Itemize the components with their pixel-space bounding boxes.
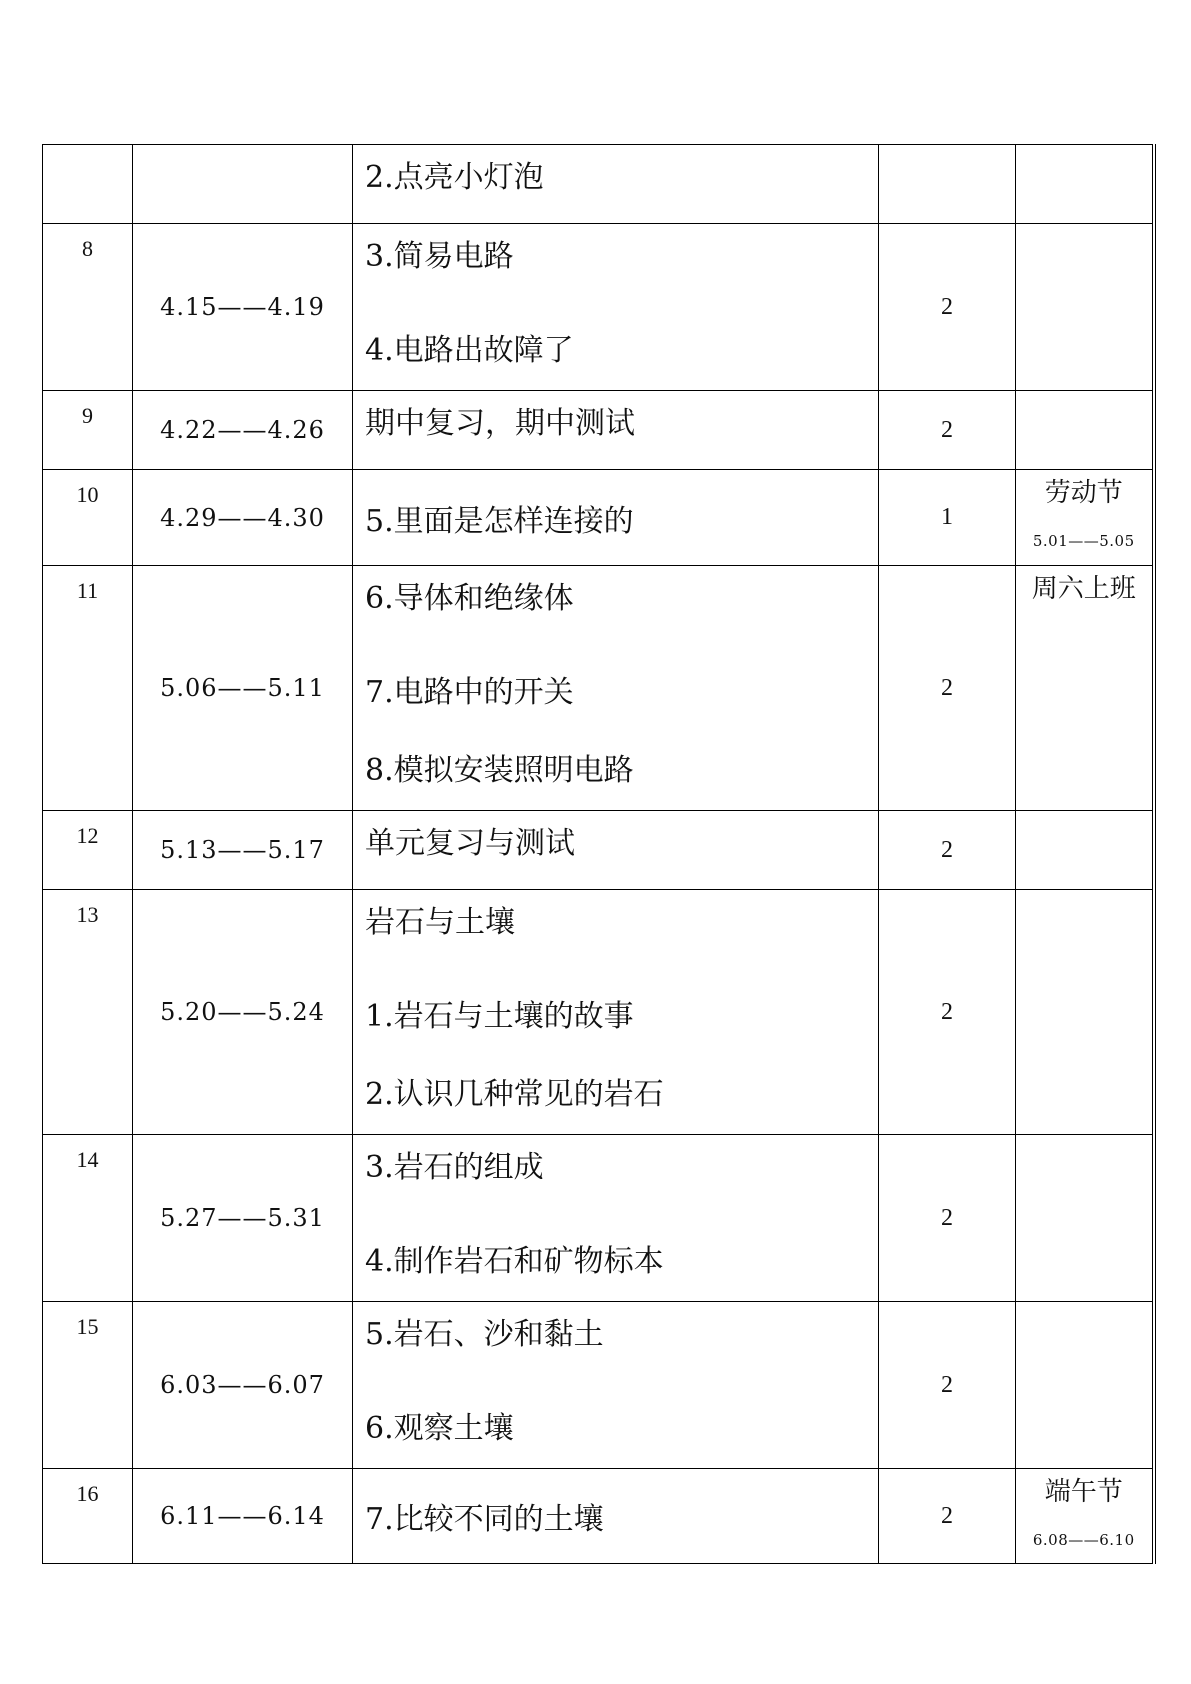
week-cell bbox=[43, 1135, 133, 1302]
week-number: 12 bbox=[76, 823, 99, 848]
hours-cell bbox=[879, 391, 1016, 470]
week-cell bbox=[43, 890, 133, 1135]
content-cell bbox=[353, 391, 879, 470]
week-cell bbox=[43, 1469, 133, 1564]
lesson-title: 3.简易电路 bbox=[365, 239, 514, 274]
date-cell bbox=[133, 470, 353, 566]
date-range: 6.03——6.07 bbox=[160, 1371, 325, 1399]
date-range: 5.06——5.11 bbox=[160, 674, 325, 702]
holiday-label: 劳动节 bbox=[1044, 478, 1123, 508]
content-cell bbox=[353, 1469, 879, 1564]
lesson-title: 7.比较不同的土壤 bbox=[365, 1502, 604, 1537]
week-number: 8 bbox=[82, 236, 93, 261]
date-range: 6.11——6.14 bbox=[160, 1502, 325, 1530]
table-row bbox=[43, 391, 1154, 470]
hours-value: 2 bbox=[941, 674, 953, 701]
note-cell bbox=[1016, 470, 1154, 566]
note-cell bbox=[1016, 224, 1154, 391]
table-row bbox=[43, 811, 1154, 890]
holiday-range: 5.01——5.05 bbox=[1032, 532, 1135, 550]
lesson-title: 期中复习，期中测试 bbox=[365, 406, 635, 441]
date-range: 4.29——4.30 bbox=[160, 503, 325, 532]
lesson-title: 6.观察土壤 bbox=[365, 1411, 514, 1446]
hours-cell bbox=[879, 145, 1016, 224]
content-cell bbox=[353, 566, 879, 811]
note-cell bbox=[1016, 811, 1154, 890]
week-cell bbox=[43, 470, 133, 566]
hours-value: 2 bbox=[941, 1204, 953, 1231]
content-cell bbox=[353, 145, 879, 224]
week-number bbox=[43, 145, 132, 157]
date-range: 4.15——4.19 bbox=[160, 293, 325, 321]
lesson-title: 7.电路中的开关 bbox=[365, 675, 574, 710]
schedule-table bbox=[42, 144, 1156, 1564]
date-cell bbox=[133, 1135, 353, 1302]
content-cell bbox=[353, 1302, 879, 1469]
table-row bbox=[43, 1135, 1154, 1302]
week-number: 14 bbox=[76, 1147, 99, 1172]
hours-value: 2 bbox=[941, 293, 953, 320]
week-cell bbox=[43, 811, 133, 890]
lesson-title: 2.点亮小灯泡 bbox=[365, 160, 544, 195]
hours-cell bbox=[879, 1135, 1016, 1302]
date-cell bbox=[133, 1302, 353, 1469]
lesson-title: 2.认识几种常见的岩石 bbox=[365, 1077, 664, 1112]
date-cell bbox=[133, 1469, 353, 1564]
hours-cell bbox=[879, 1469, 1016, 1564]
table-row bbox=[43, 224, 1154, 391]
week-number: 15 bbox=[76, 1314, 99, 1339]
content-cell bbox=[353, 470, 879, 566]
hours-cell bbox=[879, 224, 1016, 391]
date-range: 4.22——4.26 bbox=[160, 416, 325, 444]
table-row bbox=[43, 470, 1154, 566]
content-cell bbox=[353, 811, 879, 890]
week-number: 10 bbox=[76, 482, 99, 507]
table-row bbox=[43, 1469, 1154, 1564]
lesson-title: 8.模拟安装照明电路 bbox=[365, 753, 634, 788]
hours-cell bbox=[879, 566, 1016, 811]
hours-value: 2 bbox=[941, 998, 953, 1025]
hours-value: 2 bbox=[941, 836, 953, 863]
content-cell bbox=[353, 1135, 879, 1302]
holiday-range: 6.08——6.10 bbox=[1032, 1531, 1135, 1549]
hours-value: 2 bbox=[941, 1502, 953, 1529]
table-row bbox=[43, 890, 1154, 1135]
table-row bbox=[43, 145, 1154, 224]
lesson-title: 4.电路出故障了 bbox=[365, 333, 574, 368]
note-cell bbox=[1016, 1469, 1154, 1564]
note-cell bbox=[1016, 566, 1154, 811]
lesson-title: 3.岩石的组成 bbox=[365, 1150, 544, 1185]
hours-value: 2 bbox=[941, 1371, 953, 1398]
week-number: 9 bbox=[82, 403, 93, 428]
week-number: 11 bbox=[76, 578, 99, 603]
week-number: 16 bbox=[76, 1481, 99, 1506]
note-cell bbox=[1016, 145, 1154, 224]
content-cell bbox=[353, 224, 879, 391]
date-cell bbox=[133, 145, 353, 224]
hours-cell bbox=[879, 470, 1016, 566]
note-cell bbox=[1016, 391, 1154, 470]
hours-cell bbox=[879, 811, 1016, 890]
date-cell bbox=[133, 890, 353, 1135]
lesson-title: 单元复习与测试 bbox=[365, 826, 575, 861]
hours-value: 2 bbox=[941, 416, 953, 443]
content-cell bbox=[353, 890, 879, 1135]
lesson-title: 4.制作岩石和矿物标本 bbox=[365, 1244, 664, 1279]
week-cell bbox=[43, 1302, 133, 1469]
week-number: 13 bbox=[76, 902, 99, 927]
week-cell bbox=[43, 566, 133, 811]
unit-title: 岩石与土壤 bbox=[365, 905, 515, 940]
hours-cell bbox=[879, 890, 1016, 1135]
date-range: 5.20——5.24 bbox=[160, 998, 325, 1026]
holiday-label: 端午节 bbox=[1044, 1477, 1123, 1507]
week-cell bbox=[43, 145, 133, 224]
table-row bbox=[43, 566, 1154, 811]
hours-cell bbox=[879, 1302, 1016, 1469]
note-cell bbox=[1016, 1135, 1154, 1302]
lesson-title: 5.里面是怎样连接的 bbox=[365, 503, 634, 539]
lesson-title: 1.岩石与土壤的故事 bbox=[365, 999, 634, 1034]
table-row bbox=[43, 1302, 1154, 1469]
lesson-title: 5.岩石、沙和黏土 bbox=[365, 1317, 604, 1352]
week-cell bbox=[43, 224, 133, 391]
note-cell bbox=[1016, 1302, 1154, 1469]
date-cell bbox=[133, 811, 353, 890]
hours-value: 1 bbox=[941, 504, 953, 530]
date-cell bbox=[133, 391, 353, 470]
date-range: 5.27——5.31 bbox=[160, 1204, 325, 1232]
week-cell bbox=[43, 391, 133, 470]
note-label: 周六上班 bbox=[1031, 574, 1136, 604]
lesson-title: 6.导体和绝缘体 bbox=[365, 581, 574, 616]
note-cell bbox=[1016, 890, 1154, 1135]
date-cell bbox=[133, 566, 353, 811]
date-cell bbox=[133, 224, 353, 391]
date-range: 5.13——5.17 bbox=[160, 836, 325, 864]
